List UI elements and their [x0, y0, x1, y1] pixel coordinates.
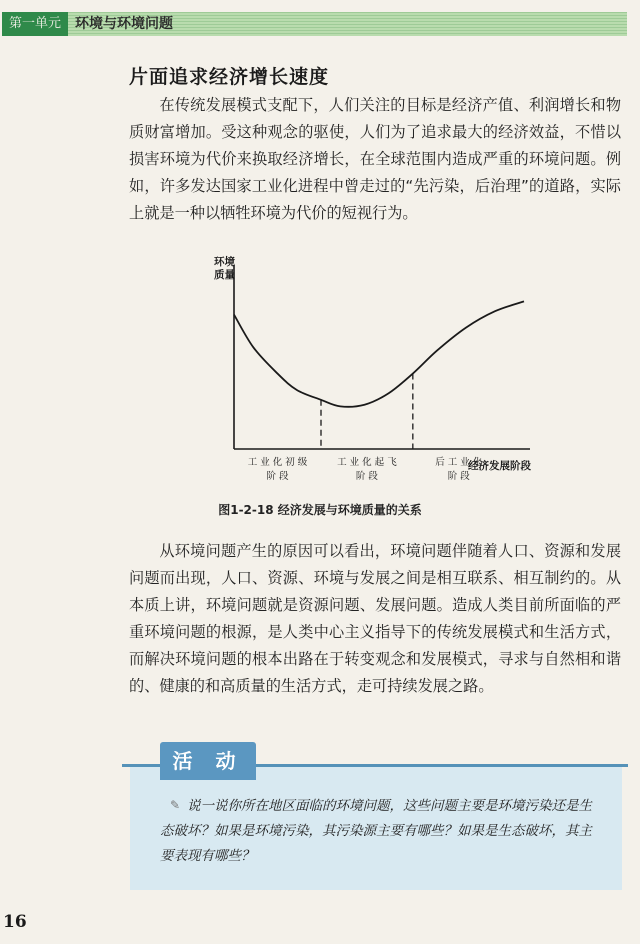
page-header	[0, 8, 640, 36]
chapter-title: 环境与环境问题	[75, 16, 173, 32]
stage-label-2-1: 工 业 化 起 飞	[337, 457, 397, 468]
x-axis-label: 经济发展阶段	[468, 460, 531, 472]
stage-label-1-2: 阶 段	[266, 471, 289, 482]
y-axis-label	[214, 255, 235, 281]
unit-label: 第一单元	[2, 12, 68, 36]
environment-economy-chart	[200, 255, 540, 490]
stage-label-3-1: 后 工 业 化	[435, 457, 483, 468]
svg-text:环境质量: 环境质量	[214, 256, 235, 281]
stage-label-1-1: 工 业 化 初 级	[247, 457, 308, 468]
environment-quality-curve	[234, 301, 524, 406]
paragraph-2: 从环境问题产生的原因可以看出，环境问题伴随着人口、资源和发展问题而出现，人口、资源、环境与发展之间是相互联系、相互制约的。从本质上讲，环境问题就是资源问题、发展问题。造成人类目前所面临的严重环境问题的根源，是人类中心主义指导下的传统发展模式和生活方式，而解决环境问题的根本出路在于转变观念和发展模式，寻求与自然相和谐的、健康的和高质量的生活方式，走可持续发展之路。	[129, 542, 621, 695]
stage-label-2-2: 阶 段	[355, 471, 378, 482]
activity-text: 说一说你所在地区面临的环境问题，这些问题主要是环境污染还是生态破坏？如果是环境污染，其污染源主要有哪些？如果是生态破坏，其主要表现有哪些？	[160, 798, 592, 864]
paragraph-1: 在传统发展模式支配下，人们关注的目标是经济产值、利润增长和物质财富增加。受这种观念的驱使，人们为了追求最大的经济效益，不惜以损害环境为代价来换取经济增长，在全球范围内造成严重的环境问题。例如，许多发达国家工业化进程中曾走过的“先污染，后治理”的道路，实际上就是一种以牺牲环境为代价的短视行为。	[129, 96, 621, 222]
figure-caption: 图1-2-18 经济发展与环境质量的关系	[218, 503, 422, 517]
section-title: 片面追求经济增长速度	[129, 66, 330, 88]
pencil-icon: ✎	[170, 798, 181, 812]
page-number: 16	[3, 912, 27, 932]
activity-label: 活 动	[160, 742, 256, 780]
stage-label-3-2: 阶 段	[447, 471, 470, 482]
